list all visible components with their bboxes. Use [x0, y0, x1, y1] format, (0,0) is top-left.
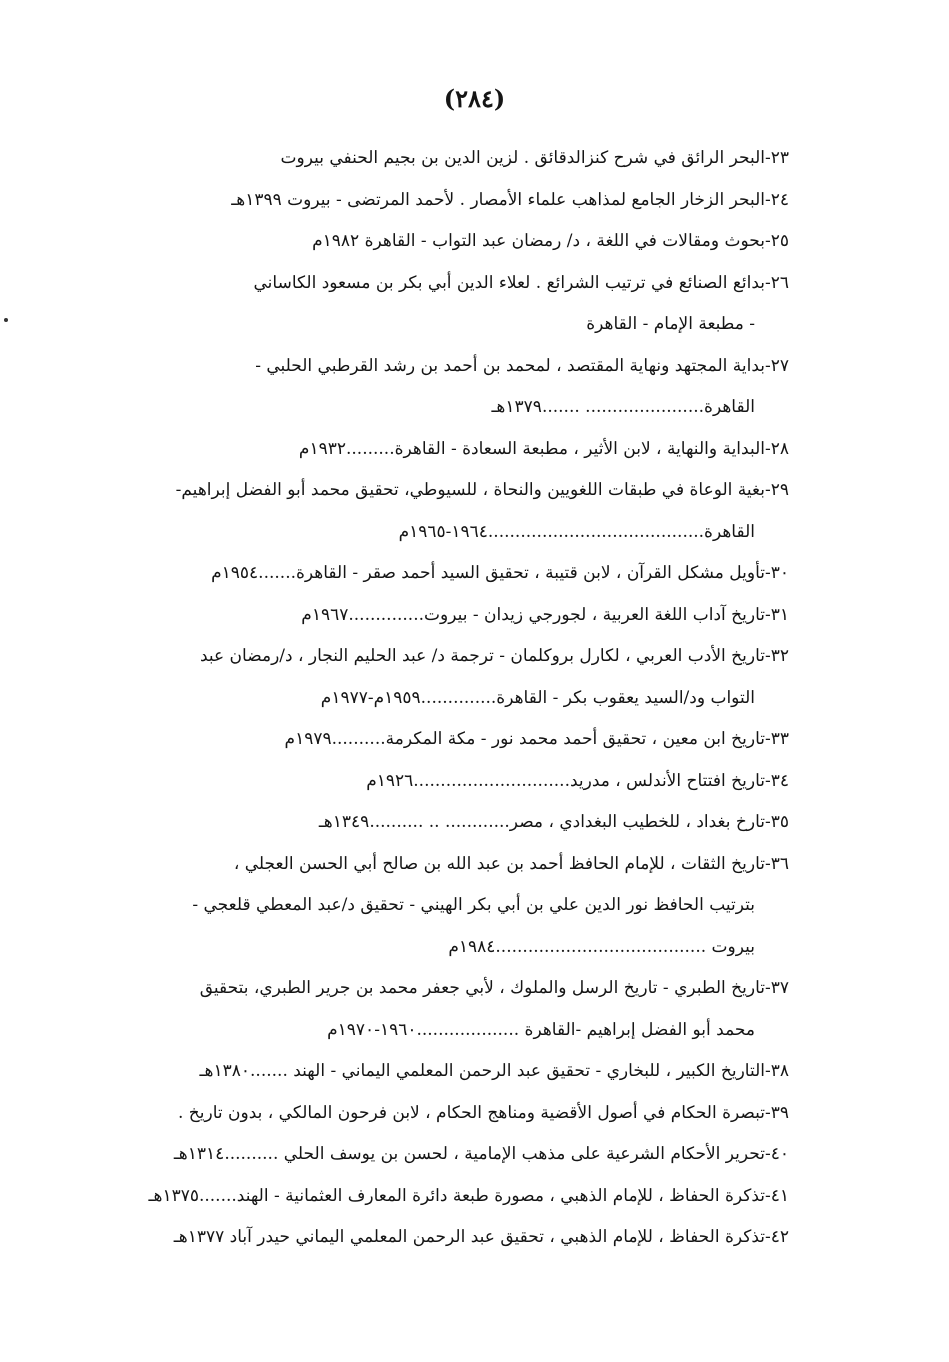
entry-line: ٢٤-البحر الزخار الجامع لمذاهب علماء الأمصار . لأحمد المرتضى - بيروت ١٣٩٩هـ — [231, 189, 789, 210]
entry-line: ٣٧-تاريخ الطبري - تاريخ الرسل والملوك ، لأبي جعفر محمد بن جرير الطبري، بتحقيق — [199, 978, 789, 998]
entry-line-continuation: القاهرة...................... .......١٣٧٩هـ — [491, 397, 755, 417]
page-number: (٢٨٤) — [443, 84, 506, 113]
entry-line: ٢٦-بدائع الصنائع في ترتيب الشرائع . لعلاء الدين أبي بكر بن مسعود الكاساني — [253, 272, 789, 293]
entry-line: ٤٢-تذكرة الحفاظ ، للإمام الذهبي ، تحقيق عبد الرحمن المعلمي اليماني حيدر آباد ١٣٧٧هـ — [173, 1227, 789, 1247]
entry-line: ٣٦-تاريخ الثقات ، للإمام الحافظ أحمد بن عبد الله بن صالح أبي الحسن العجلي ، — [233, 853, 789, 874]
entry-line-continuation: بيروت .......................................١٩٨٤م — [448, 936, 755, 957]
margin-dot — [4, 318, 8, 322]
entry-line: ٣٣-تاريخ ابن معين ، تحقيق أحمد محمد نور - مكة المكرمة..........١٩٧٩م — [284, 729, 789, 749]
entry-line: ٢٩-بغية الوعاة في طبقات اللغويين والنحاة ، للسيوطي، تحقيق محمد أبو الفضل إبراهيم- — [175, 480, 789, 500]
entry-line-continuation: محمد أبو الفضل إبراهيم -القاهرة ...................١٩٦٠-١٩٧٠م — [327, 1019, 755, 1040]
entry-line-continuation: القاهرة........................................١٩٦٤-١٩٦٥م — [398, 521, 755, 542]
entry-line: ٤١-تذكرة الحفاظ ، للإمام الذهبي ، مصورة طبعة دائرة المعارف العثمانية - الهند.......١٣٧٥هـ — [148, 1185, 789, 1206]
entry-line-continuation: - مطبعة الإمام - القاهرة — [586, 314, 755, 334]
entry-line: ٣٥-تارخ بغداد ، للخطيب البغدادي ، مصر............ .. ..........١٣٤٩هـ — [318, 812, 789, 832]
entry-line: ٣٠-تأويل مشكل القرآن ، لابن قتيبة ، تحقيق السيد أحمد صقر - القاهرة.......١٩٥٤م — [211, 563, 789, 583]
entry-line: ٢٣-البحر الرائق في شرح كنزالدقائق . لزين الدين بن بجيم الحنفي بيروت — [280, 148, 789, 168]
entry-line-continuation: التواب ود/السيد يعقوب بكر - القاهرة..............١٩٥٩م-١٩٧٧م — [320, 687, 755, 708]
entry-line-continuation: بترتيب الحافظ نور الدين علي بن أبي بكر الهيني - تحقيق د/عبد المعطي قلعجي - — [192, 895, 755, 915]
entry-line: ٢٧-بداية المجتهد ونهاية المقتصد ، لمحمد بن أحمد بن رشد القرطبي الحلبي - — [255, 355, 789, 376]
entry-line: ٣١-تاريخ آداب اللغة العربية ، لجورجي زيدان - بيروت..............١٩٦٧م — [301, 604, 789, 625]
entry-line: ٤٠-تحرير الأحكام الشرعية على مذهب الإمامية ، لحسن بن يوسف الحلي ..........١٣١٤هـ — [173, 1144, 789, 1164]
entry-line: ٢٥-بحوث ومقالات في اللغة ، د/ رمضان عبد التواب - القاهرة ١٩٨٢م — [312, 231, 789, 251]
bibliography-list — [109, 138, 789, 1259]
entry-line: ٣٢-تاريخ الأدب العربي ، لكارل بروكلمان - ترجمة د/ عبد الحليم النجار ، د/رمضان عبد — [199, 646, 789, 666]
entry-line: ٣٩-تبصرة الحكام في أصول الأقضية ومناهج الحكام ، لابن فرحون المالكي ، بدون تاريخ . — [177, 1102, 789, 1123]
entry-line: ٢٨-البداية والنهاية ، لابن الأثير ، مطبعة السعادة - القاهرة.........١٩٣٢م — [298, 438, 789, 459]
entry-line: ٣٨-التاريخ الكبير ، للبخاري - تحقيق عبد الرحمن المعلمي اليماني - الهند .......١٣٨٠هـ — [199, 1061, 789, 1081]
entry-line: ٣٤-تاريخ افتتاح الأندلس ، مدريد.............................١٩٢٦م — [366, 770, 789, 791]
